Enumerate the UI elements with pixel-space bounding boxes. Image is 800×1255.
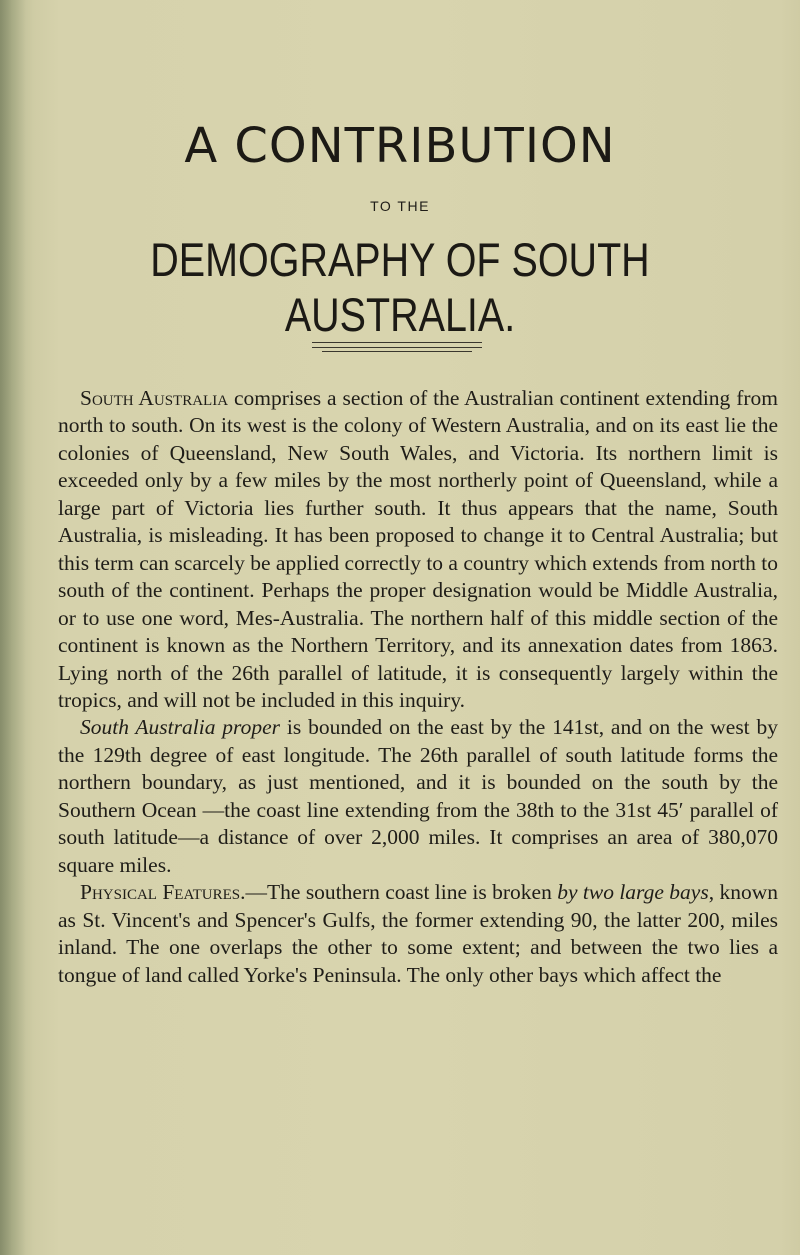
paragraph-1-lead: South Australia (80, 386, 229, 410)
title-line-1: A CONTRIBUTION (184, 118, 616, 174)
title-line-2: TO THE (370, 198, 430, 214)
paragraph-2-lead: South Australia proper (80, 715, 281, 740)
title-line-3: DEMOGRAPHY OF SOUTH AUSTRALIA. (150, 233, 650, 341)
ornamental-rule-top (312, 342, 482, 343)
paragraph-3-emphasis: by two large bays (557, 880, 709, 905)
paragraph-1 (58, 385, 778, 714)
paragraph-1-text: comprises a section of the Australian continent extending from north to south. On its west is the colony of Western Australia, and on its east lie the colonies of Queensland, New South Wales, and Victoria. Its northern limit is exceeded only by a few miles by the most northerly point of Queensland, while a large part of Victoria lies further south. It thus appears that the name, South Australia, is misleading. It has been proposed to change it to Central Australia; but this term can scarcely be applied correctly to a country which extends from north to south of the continent. Perhaps the proper designation would be Middle Australia, or to use one word, Mes-Australia. The northern half of this middle section of the continent is known as the Northern Territory, and its annexation dates from 1863. Lying north of the 26th parallel of latitude, it is consequently largely within the tropics, and will not be included in this inquiry. (58, 386, 779, 712)
paragraph-2-text: is bounded on the east by the 141st, and on the west by the 129th degree of east longitude. The 26th parallel of south latitude forms the northern boundary, as just mentioned, and it is bounded on the south by the Southern Ocean —the coast line extending from the 38th to the 31st 45′ parallel of south latitude—a distance of over 2,000 miles. It comprises an area of 380,070 square miles. (58, 715, 778, 877)
paragraph-3-text-b: , known as St. Vincent's and Spencer's Gulfs, the former extending 90, the latter 200, miles inland. The one overlaps the other to some extent; and between the two lies a tongue of land called Yorke's Peninsula. The only other bays which affect the (58, 880, 778, 987)
paragraph-3-text-a: —The southern coast line is broken (245, 880, 558, 905)
ornamental-rule-middle (312, 347, 482, 348)
paragraph-3 (58, 879, 778, 989)
paragraph-3-lead: Physical Features. (80, 880, 246, 905)
page-binding-shadow (0, 0, 26, 1255)
ornamental-rule-bottom (322, 351, 472, 352)
paragraph-2 (58, 714, 778, 879)
body-text (58, 385, 778, 989)
